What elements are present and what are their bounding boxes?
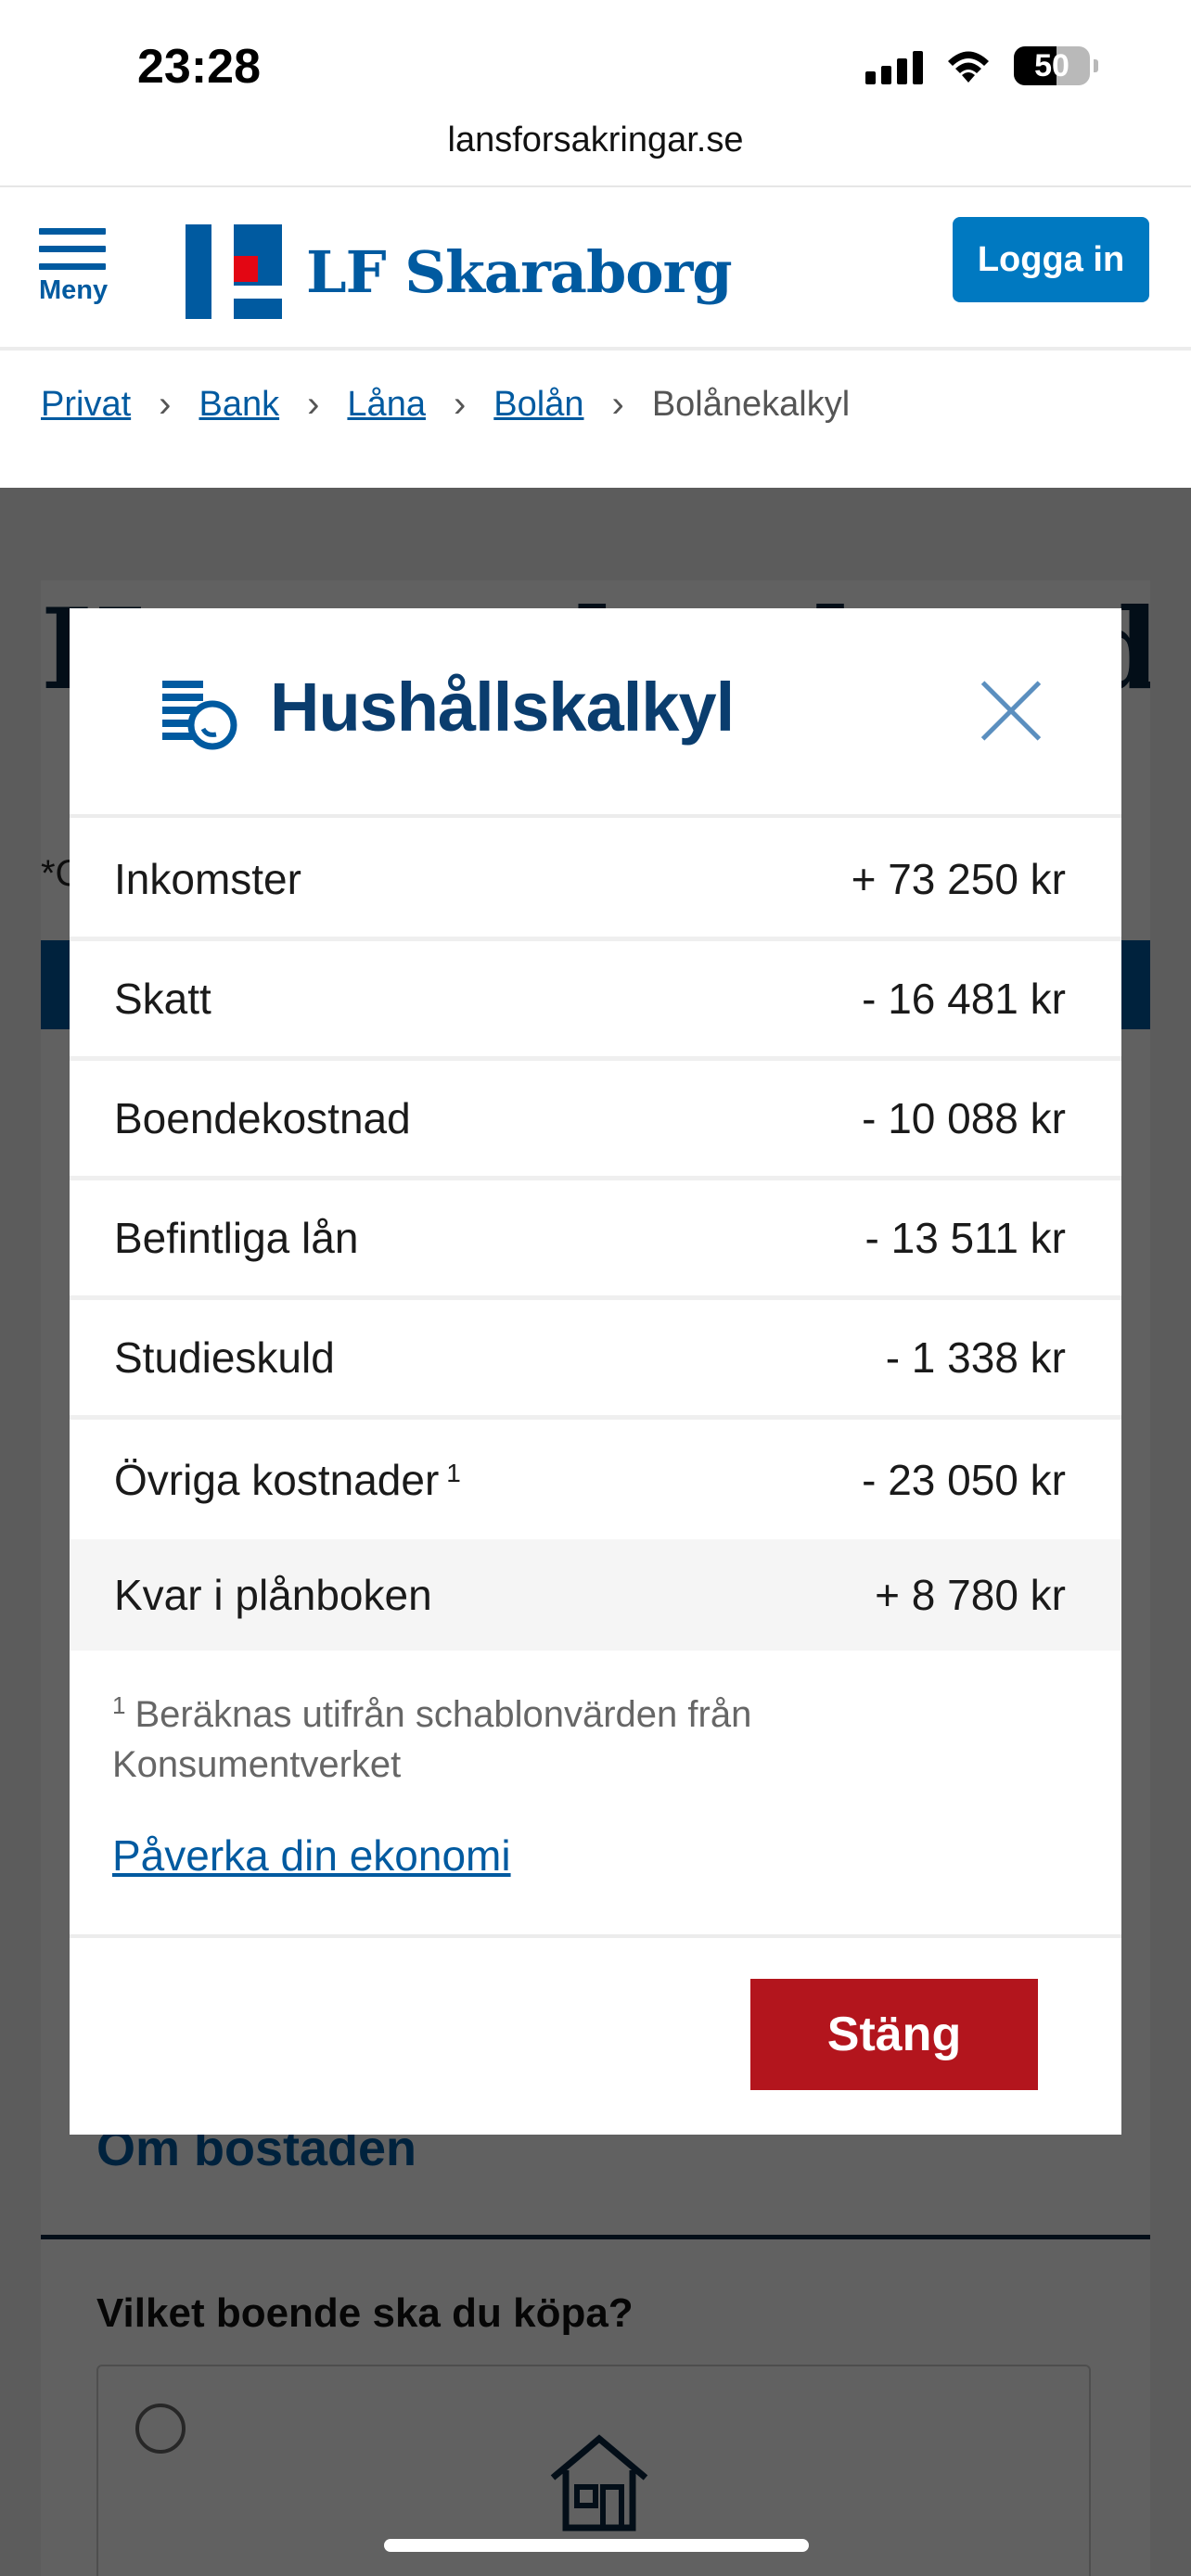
row-label: Boendekostnad xyxy=(114,1094,411,1142)
table-row xyxy=(70,1061,1121,1180)
table-row xyxy=(70,1180,1121,1300)
table-row xyxy=(70,822,1121,941)
coins-icon xyxy=(159,673,238,753)
address-bar[interactable] xyxy=(0,121,1191,185)
dialog-header xyxy=(70,608,1121,818)
dialog-title: Hushållskalkyl xyxy=(270,669,735,746)
footnote xyxy=(112,1691,1040,1788)
total-label: Kvar i plånboken xyxy=(114,1571,432,1619)
footnote-text: Beräknas utifrån schablonvärden från Konsumentverket xyxy=(112,1694,752,1785)
row-value: - 1 338 kr xyxy=(885,1333,1066,1382)
row-label: Övriga kostnader $^1$ xyxy=(114,1455,461,1504)
menu-label: Meny xyxy=(39,275,109,305)
row-value: + 73 250 kr xyxy=(851,855,1066,903)
total-row xyxy=(70,1539,1121,1651)
footnote-number: 1 xyxy=(112,1691,126,1719)
row-value: - 13 511 kr xyxy=(864,1214,1066,1262)
breadcrumb-link-bolan[interactable]: Bolån xyxy=(493,385,584,424)
influence-economy-link[interactable]: Påverka din ekonomi xyxy=(112,1831,511,1880)
breadcrumb-link-lana[interactable]: Låna xyxy=(347,385,426,424)
cellular-signal-icon xyxy=(865,47,923,84)
footnote-marker: 1 xyxy=(446,1458,461,1487)
chevron-right-icon: › xyxy=(453,384,467,425)
status-icons xyxy=(865,46,1098,85)
row-label: Inkomster xyxy=(114,855,301,903)
site-header xyxy=(0,187,1191,351)
battery-tip xyxy=(1094,59,1098,72)
logo-text: LF Skaraborg xyxy=(306,237,732,306)
battery-icon xyxy=(1014,46,1090,85)
close-icon[interactable] xyxy=(979,679,1044,744)
breadcrumb-link-bank[interactable]: Bank xyxy=(198,385,280,424)
hamburger-icon xyxy=(39,228,106,235)
login-button[interactable]: Logga in xyxy=(953,217,1149,302)
chevron-right-icon: › xyxy=(307,384,320,425)
logo-mark-icon xyxy=(186,224,282,319)
home-indicator[interactable] xyxy=(384,2539,809,2552)
close-button[interactable]: Stäng xyxy=(750,1979,1038,2090)
row-value: - 10 088 kr xyxy=(862,1094,1066,1142)
row-value: - 23 050 kr xyxy=(862,1455,1066,1504)
calculation-table xyxy=(70,822,1121,1651)
menu-button[interactable] xyxy=(39,228,113,321)
total-value: + 8 780 kr xyxy=(875,1571,1066,1619)
table-row xyxy=(70,941,1121,1061)
wifi-icon xyxy=(943,47,993,84)
battery-level: 50 xyxy=(1034,47,1069,83)
url-text: lansforsakringar.se xyxy=(447,121,744,159)
row-label: Befintliga lån xyxy=(114,1214,359,1262)
status-bar xyxy=(0,0,1191,121)
table-row xyxy=(70,1420,1121,1539)
clock: 23:28 xyxy=(137,40,261,94)
table-row xyxy=(70,1300,1121,1420)
breadcrumb-current: Bolånekalkyl xyxy=(651,385,851,424)
breadcrumb xyxy=(41,384,850,426)
chevron-right-icon: › xyxy=(159,384,172,425)
dialog-footer-divider xyxy=(70,1934,1121,1938)
breadcrumb-link-privat[interactable]: Privat xyxy=(41,385,132,424)
household-calculation-dialog xyxy=(70,608,1121,2135)
chevron-right-icon: › xyxy=(611,384,624,425)
row-label: Skatt xyxy=(114,975,211,1023)
logo[interactable] xyxy=(186,224,732,319)
row-label: Studieskuld xyxy=(114,1333,335,1382)
row-value: - 16 481 kr xyxy=(862,975,1066,1023)
